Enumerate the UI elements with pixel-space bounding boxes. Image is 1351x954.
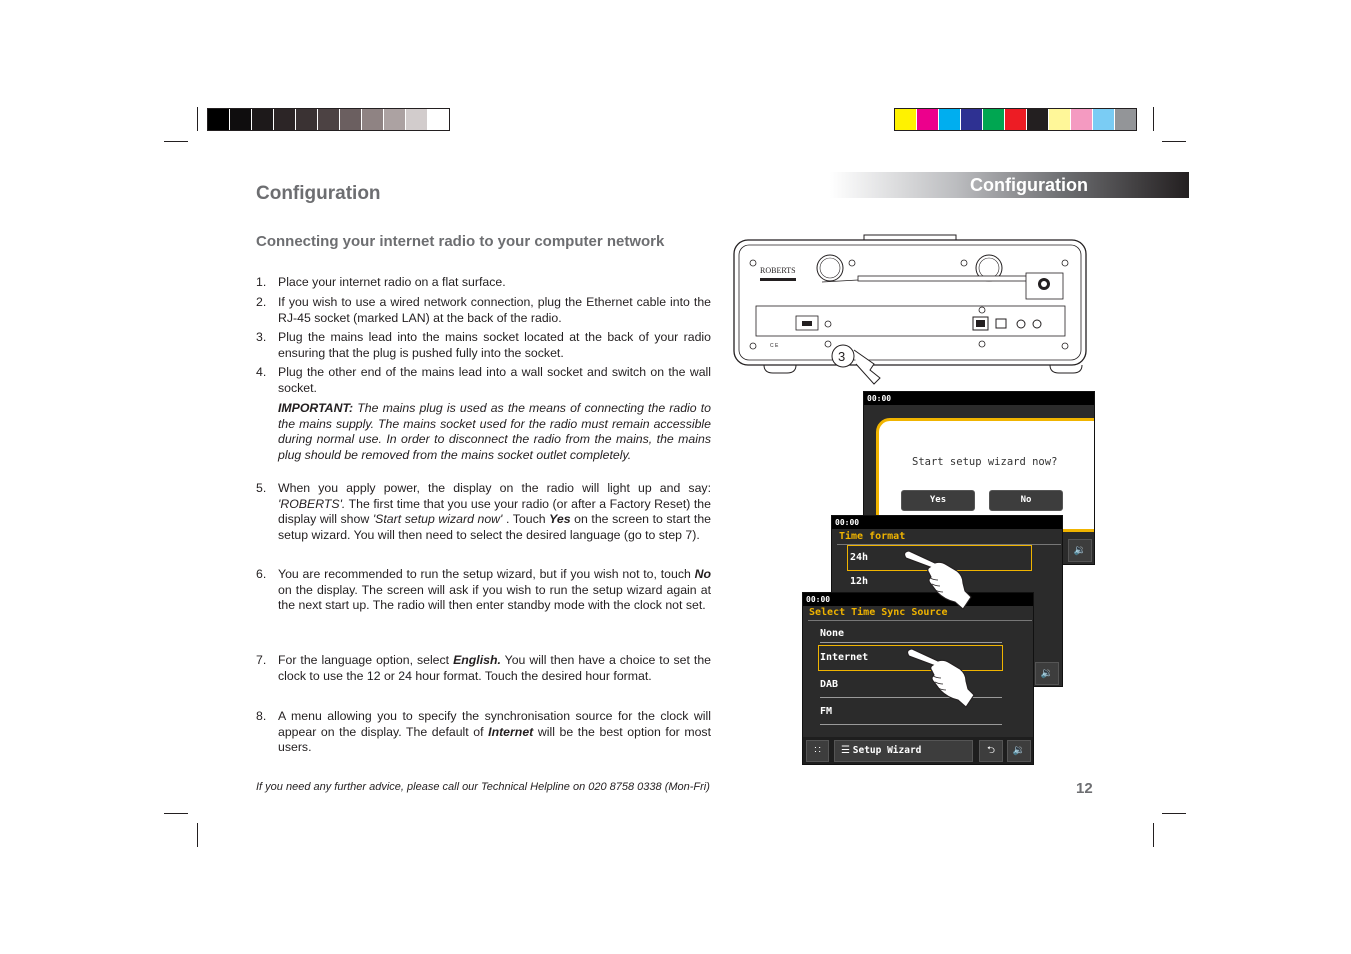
volume-button[interactable] bbox=[1068, 539, 1092, 562]
divider bbox=[820, 642, 1002, 643]
color-swatch bbox=[273, 109, 295, 130]
process-color-bar bbox=[894, 108, 1137, 131]
color-swatch bbox=[383, 109, 405, 130]
option-internet[interactable]: Internet bbox=[820, 652, 869, 663]
volume-button[interactable] bbox=[1035, 662, 1059, 685]
step-7: 7. For the language option, select English. You will then have a choice to set the clock to use the 12 or 24 hour format. Touch the desired hour format. bbox=[256, 653, 711, 683]
color-swatch bbox=[229, 109, 251, 130]
step-2: 2. If you wish to use a wired network connection, plug the Ethernet cable into the RJ-45 socket (marked LAN) at the back of the radio. bbox=[256, 295, 711, 325]
color-swatch bbox=[1026, 109, 1048, 130]
menu-button[interactable] bbox=[834, 740, 973, 762]
color-swatch bbox=[317, 109, 339, 130]
grey-scale-bar bbox=[207, 108, 450, 131]
color-swatch bbox=[427, 109, 449, 130]
color-swatch bbox=[1004, 109, 1026, 130]
no-button[interactable]: No bbox=[989, 490, 1063, 511]
color-swatch bbox=[405, 109, 427, 130]
section-banner bbox=[830, 172, 1189, 198]
grid-icon: ∷ bbox=[814, 745, 821, 756]
back-arrow-icon: ⮌ bbox=[986, 745, 995, 756]
pointing-hand-icon bbox=[902, 548, 974, 610]
divider bbox=[808, 620, 1032, 621]
radio-rear-illustration bbox=[730, 232, 1092, 387]
speaker-icon: 🔉 bbox=[1040, 668, 1054, 679]
page-title: Configuration bbox=[256, 183, 381, 204]
helpline-footer: If you need any further advice, please call our Technical Helpline on 020 8758 0338 (Mon-Fri) bbox=[256, 781, 710, 793]
section-title: Connecting your internet radio to your computer network bbox=[256, 233, 665, 250]
crop-mark bbox=[1153, 107, 1154, 131]
status-time: 00:00 bbox=[832, 516, 1062, 529]
color-swatch bbox=[938, 109, 960, 130]
color-swatch bbox=[916, 109, 938, 130]
crop-mark bbox=[1162, 141, 1186, 142]
prompt-text: Start setup wizard now? bbox=[912, 456, 1058, 468]
color-swatch bbox=[895, 109, 916, 130]
status-time: 00:00 bbox=[803, 593, 1033, 606]
speaker-icon: 🔉 bbox=[1012, 745, 1026, 756]
volume-button[interactable] bbox=[1007, 740, 1031, 762]
brand-logo: ROBERTS bbox=[760, 266, 796, 275]
step-5: 5. When you apply power, the display on the radio will light up and say: 'ROBERTS'. The first time that you use your radio (or after a Factory Reset) the display will show 'Start setup wizard now' . Touch Yes on the screen to start the setup wizard. You will then need to select the desired language (go to step 7). bbox=[256, 481, 711, 542]
crop-mark bbox=[1153, 823, 1154, 847]
color-swatch bbox=[1092, 109, 1114, 130]
divider bbox=[820, 724, 1002, 725]
option-dab[interactable]: DAB bbox=[820, 679, 839, 690]
banner-title: Configuration bbox=[970, 175, 1088, 195]
color-swatch bbox=[1048, 109, 1070, 130]
speaker-icon: 🔉 bbox=[1073, 545, 1087, 556]
option-12h[interactable]: 12h bbox=[850, 576, 869, 587]
important-note bbox=[278, 401, 711, 463]
crop-mark bbox=[197, 823, 198, 847]
step-4: 4. Plug the other end of the mains lead into a wall socket and switch on the wall socket. bbox=[256, 365, 711, 395]
color-swatch bbox=[1114, 109, 1136, 130]
color-swatch bbox=[208, 109, 229, 130]
crop-mark bbox=[164, 813, 188, 814]
color-swatch bbox=[251, 109, 273, 130]
important-label: IMPORTANT: bbox=[278, 401, 354, 415]
step-3: 3. Plug the mains lead into the mains socket located at the back of your radio ensuring that the plug is pushed fully into the socket. bbox=[256, 330, 711, 360]
page-number: 12 bbox=[1076, 780, 1093, 797]
option-fm[interactable]: FM bbox=[820, 706, 833, 717]
color-swatch bbox=[339, 109, 361, 130]
important-text: The mains plug is used as the means of connecting the radio to the mains supply. The mains socket used for the radio must remain accessible during normal use. In order to disconnect the radio from the mains, the mains plug should be removed from the mains socket outlet completely. bbox=[278, 401, 712, 462]
home-button[interactable] bbox=[806, 740, 829, 762]
step-8: 8. A menu allowing you to specify the synchronisation source for the clock will appear on the display. The default of Internet will be the best option for most users. bbox=[256, 709, 712, 754]
step-6: 6. You are recommended to run the setup wizard, but if you wish not to, touch No on the display. The screen will ask if you wish to run the setup wizard again at the next start up. The radio will then enter standby mode with the clock not set. bbox=[256, 567, 711, 612]
crop-mark bbox=[164, 141, 188, 142]
option-none[interactable]: None bbox=[820, 628, 845, 639]
menu-icon: ☰ bbox=[841, 745, 850, 756]
step-1: 1. Place your internet radio on a flat surface. bbox=[256, 275, 506, 289]
pointing-hand-icon bbox=[905, 646, 977, 708]
yes-button[interactable]: Yes bbox=[901, 490, 975, 511]
svg-text:C E: C E bbox=[770, 343, 779, 349]
crop-mark bbox=[197, 107, 198, 131]
menu-label: Setup Wizard bbox=[852, 745, 922, 756]
color-swatch bbox=[361, 109, 383, 130]
color-swatch bbox=[982, 109, 1004, 130]
option-24h[interactable]: 24h bbox=[850, 552, 869, 563]
crop-mark bbox=[1162, 813, 1186, 814]
callout-number: 3 bbox=[838, 349, 846, 364]
status-time: 00:00 bbox=[864, 392, 1094, 405]
color-swatch bbox=[295, 109, 317, 130]
color-swatch bbox=[960, 109, 982, 130]
menu-title: Time format bbox=[839, 531, 906, 542]
menu-title: Select Time Sync Source bbox=[809, 607, 948, 618]
back-button[interactable] bbox=[979, 740, 1003, 762]
color-swatch bbox=[1070, 109, 1092, 130]
